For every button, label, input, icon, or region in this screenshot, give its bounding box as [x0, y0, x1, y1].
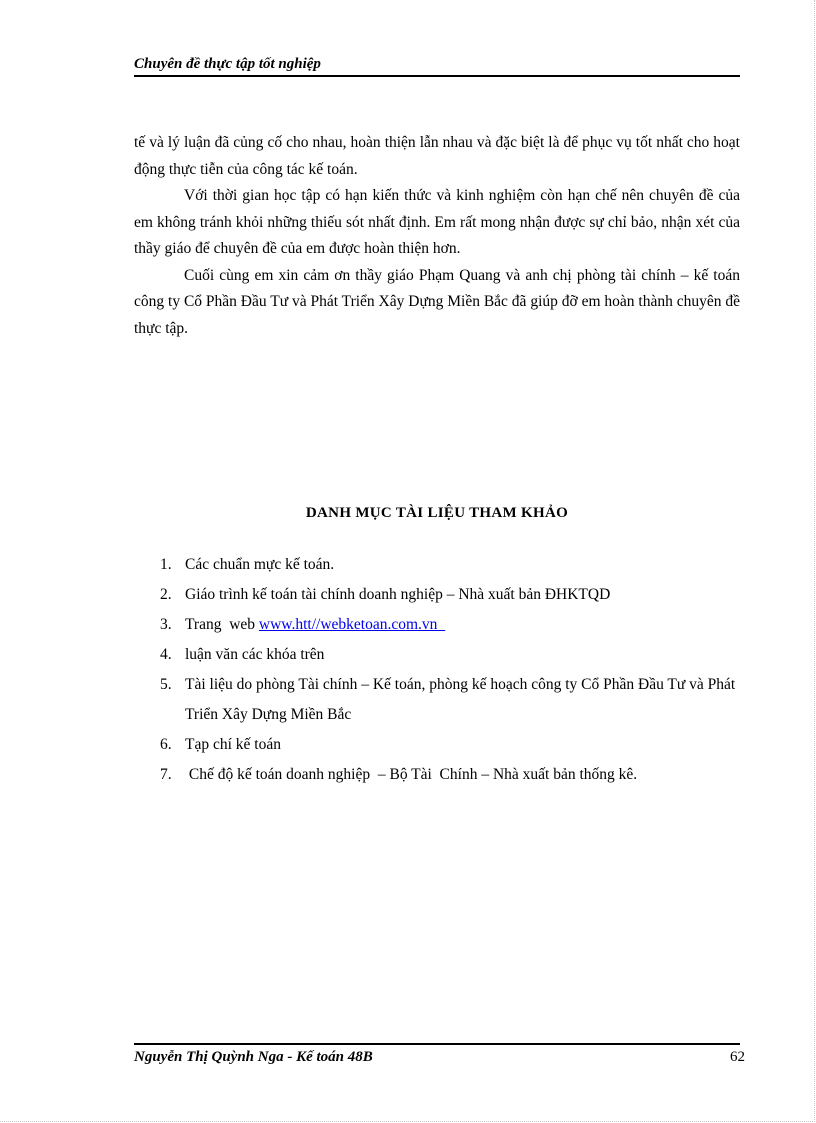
- reference-number: 7.: [160, 766, 172, 783]
- page-number: 62: [730, 1049, 745, 1065]
- reference-item-2: [160, 580, 750, 610]
- reference-text: Giáo trình kế toán tài chính doanh nghiệp – Nhà xuất bản ĐHKTQD: [185, 586, 611, 603]
- paragraph-1: tế và lý luận đã củng cố cho nhau, hoàn thiện lẫn nhau và đặc biệt là để phục vụ tốt nhất cho hoạt động thực tiễn của công tác kế toán.: [134, 134, 740, 178]
- footer-divider: [134, 1043, 740, 1045]
- reference-item-7: [160, 760, 750, 790]
- reference-number: 1.: [160, 556, 172, 573]
- reference-item-1: [160, 550, 750, 580]
- paragraph-2: Với thời gian học tập có hạn kiến thức và kinh nghiệm còn hạn chế nên chuyên đề của em không tránh khỏi những thiếu sót nhất định. Em rất mong nhận được sự chỉ bảo, nhận xét của thầy giáo để chuyên đề của em được hoàn thiện hơn.: [134, 187, 740, 257]
- body-text: [134, 130, 740, 342]
- references-title: DANH MỤC TÀI LIỆU THAM KHẢO: [305, 505, 569, 521]
- reference-item-6: [160, 730, 750, 760]
- reference-text: [185, 610, 750, 640]
- references-list: [160, 550, 750, 790]
- reference-prefix: Trang web: [185, 616, 259, 633]
- paragraph-3: Cuối cùng em xin cảm ơn thầy giáo Phạm Quang và anh chị phòng tài chính – kế toán công ty Cổ Phần Đầu Tư và Phát Triển Xây Dựng Miền Bắc đã giúp đỡ em hoàn thành chuyên đề thực tập.: [134, 266, 740, 337]
- reference-number: 6.: [160, 736, 172, 753]
- running-header-title: Chuyên đề thực tập tốt nghiệp: [134, 56, 740, 77]
- footer-author: Nguyễn Thị Quỳnh Nga - Kế toán 48B: [134, 1049, 373, 1065]
- reference-text: luận văn các khóa trên: [185, 646, 325, 663]
- reference-number: 3.: [160, 616, 172, 633]
- reference-text: Tài liệu do phòng Tài chính – Kế toán, phòng kế hoạch công ty Cổ Phần Đầu Tư và Phát Triển Xây Dựng Miền Bắc: [185, 676, 736, 723]
- reference-text: Chế độ kế toán doanh nghiệp – Bộ Tài Chính – Nhà xuất bản thống kê.: [185, 766, 638, 783]
- reference-text: Tạp chí kế toán: [185, 736, 281, 753]
- reference-number: 4.: [160, 646, 172, 663]
- reference-number: 2.: [160, 586, 172, 603]
- reference-item-3: [160, 610, 750, 640]
- webketoan-link[interactable]: www.htt//webketoan.com.vn: [258, 616, 446, 633]
- reference-number: 5.: [160, 676, 172, 693]
- reference-item-5: [160, 670, 750, 730]
- reference-item-4: [160, 640, 750, 670]
- reference-text: Các chuẩn mực kế toán.: [185, 556, 335, 573]
